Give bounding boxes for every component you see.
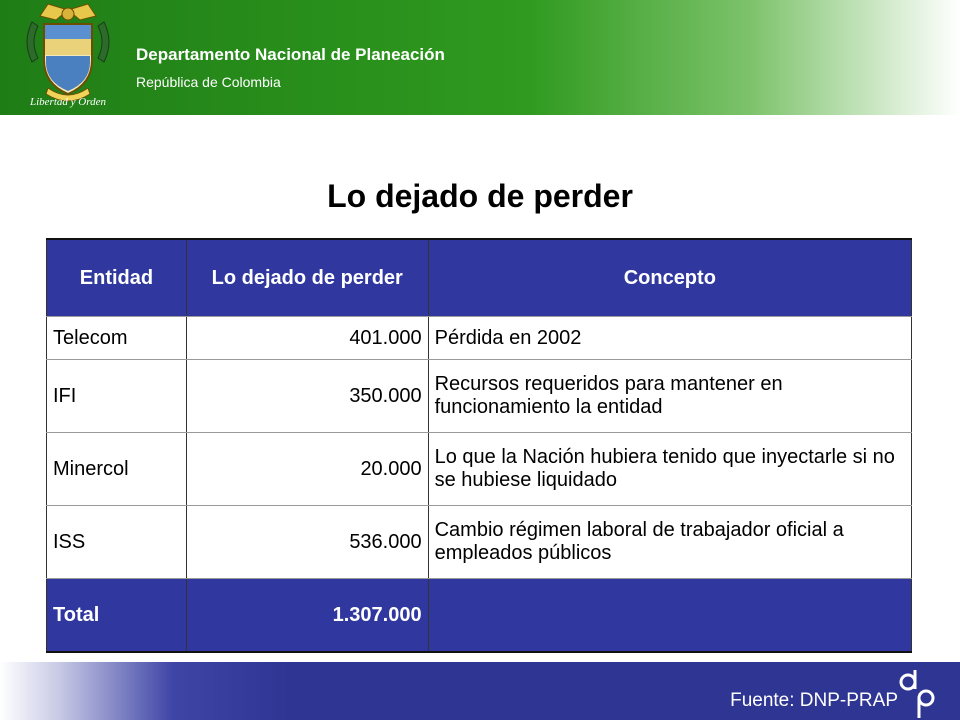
total-row (47, 579, 912, 653)
organization-subtitle: República de Colombia (136, 74, 281, 90)
cell-entidad: ISS (47, 506, 187, 579)
organization-name: Departamento Nacional de Planeación (136, 45, 445, 64)
cell-valor: 536.000 (186, 506, 428, 579)
table-row (47, 433, 912, 506)
slide-title: Lo dejado de perder (327, 178, 633, 214)
cell-valor: 350.000 (186, 360, 428, 433)
cell-concepto: Recursos requeridos para mantener en funcionamiento la entidad (428, 360, 911, 433)
table-row (47, 360, 912, 433)
table-row (47, 317, 912, 360)
column-header-concepto: Concepto (428, 239, 911, 317)
total-label: Total (47, 579, 187, 653)
table-header-row (47, 239, 912, 317)
source-note: Fuente: DNP-PRAP (730, 690, 898, 711)
cell-entidad: Minercol (47, 433, 187, 506)
cell-valor: 401.000 (186, 317, 428, 360)
dnp-logo-icon (896, 668, 938, 720)
cell-entidad: IFI (47, 360, 187, 433)
crest-motto: Libertad y Orden (30, 96, 106, 108)
cell-concepto: Lo que la Nación hubiera tenido que inyectarle si no se hubiese liquidado (428, 433, 911, 506)
total-value: 1.307.000 (186, 579, 428, 653)
cell-concepto: Pérdida en 2002 (428, 317, 911, 360)
cell-entidad: Telecom (47, 317, 187, 360)
table-row (47, 506, 912, 579)
column-header-valor: Lo dejado de perder (186, 239, 428, 317)
header-banner (0, 0, 960, 115)
cell-valor: 20.000 (186, 433, 428, 506)
total-concepto (428, 579, 911, 653)
cell-concepto: Cambio régimen laboral de trabajador oficial a empleados públicos (428, 506, 911, 579)
column-header-entidad: Entidad (47, 239, 187, 317)
results-table (46, 238, 912, 653)
